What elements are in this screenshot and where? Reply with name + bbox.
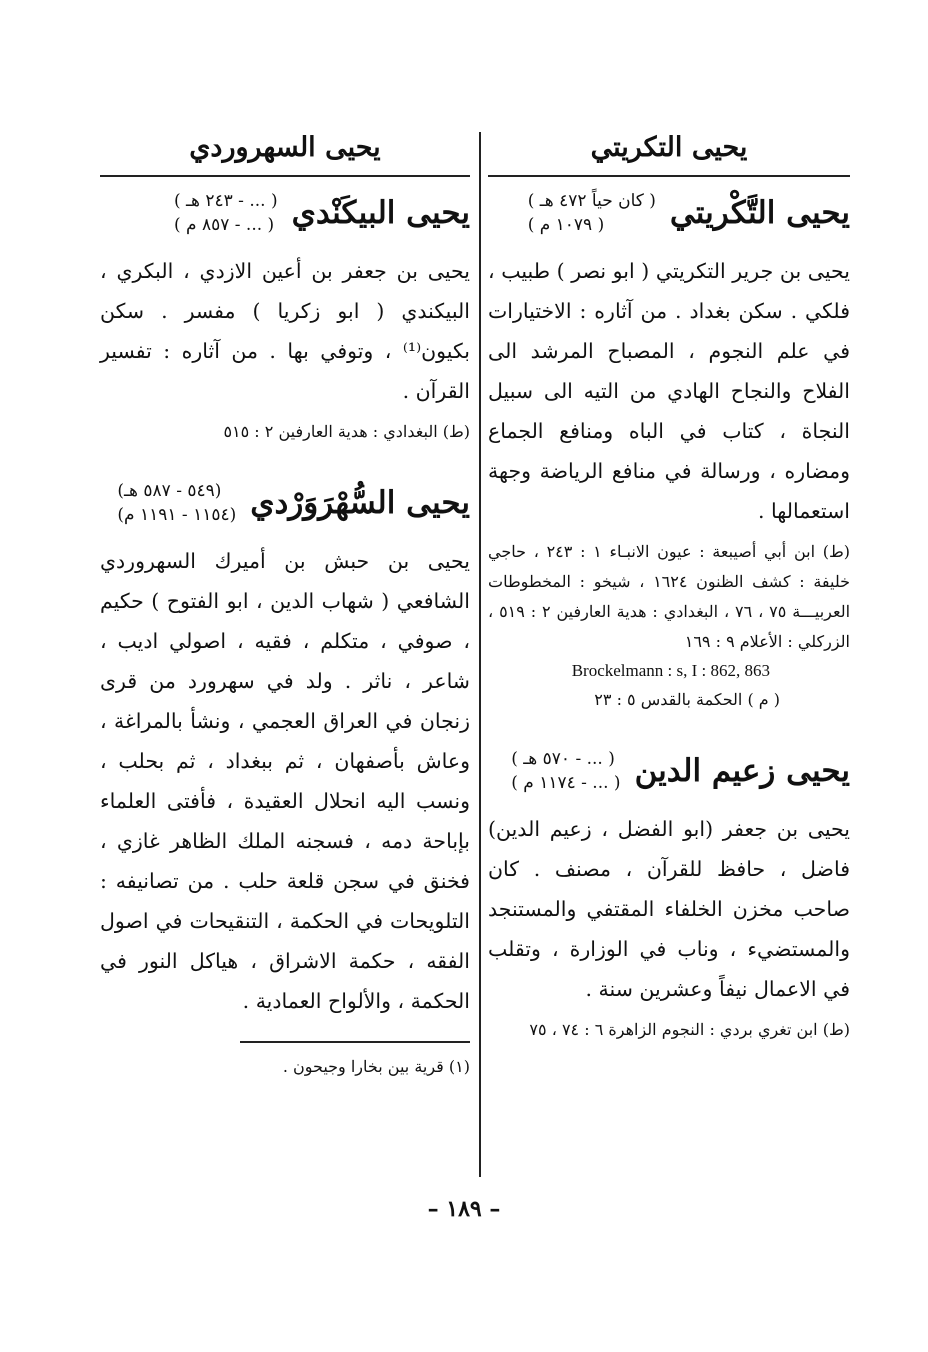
column-divider xyxy=(479,132,481,1177)
entry-bikandi xyxy=(100,189,470,447)
dates-hijri: ( ... - ٢٤٣ هـ ) xyxy=(173,191,278,211)
entry-suhrawardi xyxy=(100,479,470,1021)
dates-hijri: ( كان حياً ٤٧٢ هـ ) xyxy=(527,191,656,211)
entry-body: يحيى بن حبش بن أميرك السهروردي الشافعي ( شهاب الدين ، ابو الفتوح ) حكيم ، صوفي ، متكلم ، فقيه ، اصولي اديب ، شاعر ، ناثر . ولد في سهرورد من قرى زنجان في العراق العجمي ، ونشأ بالمراغة ، وعاش بأصفهان ، ثم ببغداد ، ثم بحلب ، ونسب اليه انحلال العقيدة ، فأفتى العلماء بإباحة دمه ، فسجنه الملك الظاهر غازي ، فخنق في سجن قلعة حلب . من تصانيفه : التلويحات في الحكمة ، التنقيحات في اصول الفقه ، حكمة الاشراق ، هياكل النور في الحكمة ، والألواح العمادية . xyxy=(100,549,470,1013)
dates-hijri: (٥٤٩ - ٥٨٧ هـ) xyxy=(117,481,222,501)
entry-heading xyxy=(100,479,470,527)
entry-name: يحيى البيكَنْدي xyxy=(291,195,470,231)
entry-name: يحيى السُّهْرَوَرْدي xyxy=(250,485,470,521)
entry-heading xyxy=(488,189,850,237)
dates-gregorian: ( ١٠٧٩ م ) xyxy=(527,215,605,235)
footnote: (١) قرية بين بخارا وجيحون . xyxy=(282,1057,470,1076)
entry-zaim-al-din xyxy=(488,747,850,1045)
dates-gregorian: (١١٥٤ - ١١٩١ م) xyxy=(117,505,237,525)
entry-tikriti xyxy=(488,189,850,715)
entry-references: (ط) ابن تغري بردي : النجوم الزاهرة ٦ : ٧٤ ، ٧٥ xyxy=(529,1020,850,1039)
entry-heading xyxy=(488,747,850,795)
entry-dates xyxy=(174,189,278,237)
dates-gregorian: ( ... - ١١٧٤ م ) xyxy=(511,773,621,793)
entry-references: (ط) البغدادي : هدية العارفين ٢ : ٥١٥ xyxy=(223,422,470,441)
entry-name: يحيى زعيم الدين xyxy=(634,753,850,789)
entry-body: يحيى بن جعفر (ابو الفضل ، زعيم الدين) فاضل ، حافظ للقرآن ، مصنف . كان صاحب مخزن الخلفاء المقتفي والمستنجد والمستضيء ، وناب في الوزارة ، وتقلب في الاعمال نيفاً وعشرين سنة . xyxy=(488,817,850,1001)
page-number: – ١٨٩ – xyxy=(427,1196,501,1222)
entry-reference-latin: Brockelmann : s, I : 862, 863 xyxy=(571,661,770,680)
entry-body: يحيى بن جرير التكريتي ( ابو نصر ) طبيب ، فلكي . سكن بغداد . من آثاره : الاختيارات في علم النجوم ، المصباح المرشد الى الفلاح والنجاح الهادي من التيه الى سبيل النجاة ، كتاب في الباه ومنافع الجماع ومضاره ، ورسالة في منافع الرياضة وجهة استعمالها . xyxy=(488,259,850,523)
left-column-header: يحيى السهروردي xyxy=(100,132,470,177)
dates-hijri: ( ... - ٥٧٠ هـ ) xyxy=(511,749,615,769)
footnote-rule xyxy=(240,1041,470,1043)
right-column-header: يحيى التكريتي xyxy=(488,132,850,177)
entry-references: (ط) ابن أبي أصيبعة : عيون الانبـاء ١ : ٢٤٣ ، حاجي خليفة : كشف الظنون ١٦٢٤ ، شيخو : المخطوطات العربيـــة ٧٥ ، ٧٦ ، البغدادي : هدية العارفين ٢ : ٥١٩ ، الزركلي : الأعلام ٩ : ١٦٩ xyxy=(488,542,851,651)
entry-body: يحيى بن جعفر بن أعين الازدي ، البكري ، البيكندي ( ابو زكريا ) مفسر . سكن بكيون⁽¹⁾ ، وتوفي بها . من آثاره : تفسير القرآن . xyxy=(100,259,470,403)
entry-heading xyxy=(100,189,470,237)
entry-dates xyxy=(117,479,236,527)
dates-gregorian: ( ... - ٨٥٧ م ) xyxy=(173,215,275,235)
entry-dates xyxy=(528,189,656,237)
entry-reference-m: ( م ) الحكمة بالقدس ٥ : ٢٣ xyxy=(594,690,780,709)
entry-dates xyxy=(511,747,620,795)
entry-name: يحيى التَّكْريتي xyxy=(669,195,850,231)
left-column xyxy=(100,132,470,1081)
right-column xyxy=(488,132,850,1045)
